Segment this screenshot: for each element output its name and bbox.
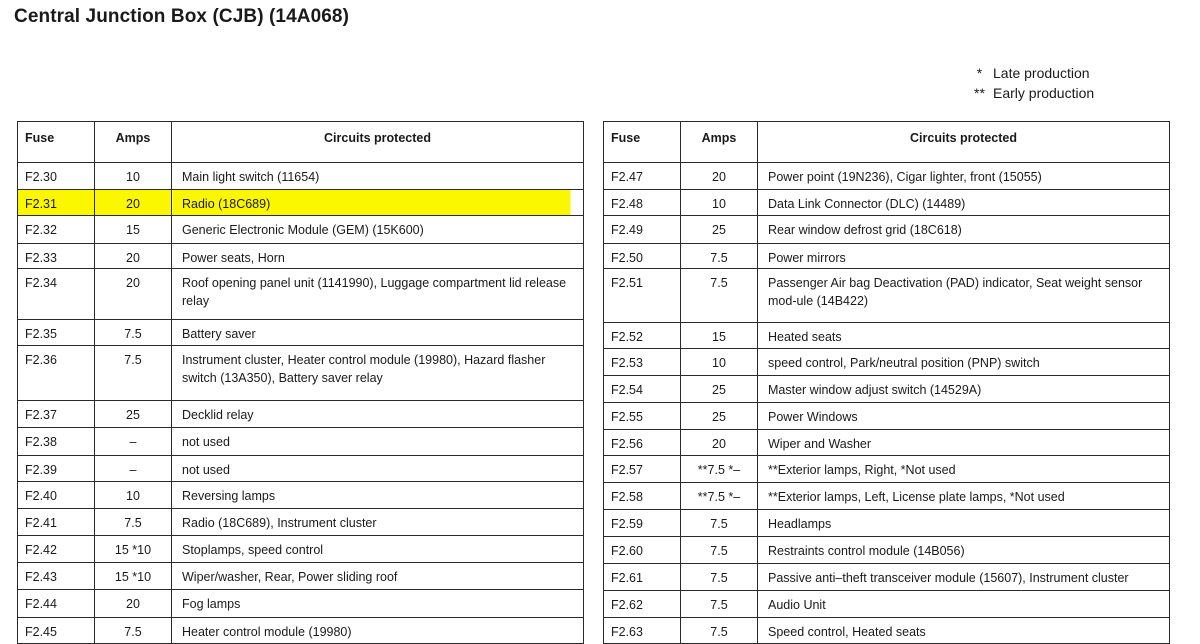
circuit-cell: Wiper and Washer — [758, 430, 1170, 456]
circuit-cell: Passenger Air bag Deactivation (PAD) indicator, Seat weight sensor mod-ule (14B422) — [758, 269, 1170, 323]
circuit-cell: Decklid relay — [172, 401, 584, 428]
table-row — [604, 537, 1170, 564]
table-row — [604, 510, 1170, 537]
circuit-cell: Battery saver — [172, 320, 584, 346]
fuse-cell: F2.54 — [604, 376, 681, 403]
amps-cell: 25 — [681, 403, 758, 430]
legend-mark: * — [976, 65, 983, 81]
fuse-cell: F2.47 — [604, 163, 681, 190]
table-row — [604, 591, 1170, 618]
table-row — [18, 456, 584, 482]
amps-cell: 7.5 — [95, 346, 172, 401]
circuit-cell: not used — [172, 428, 584, 456]
circuit-cell: not used — [172, 456, 584, 482]
header-circuits: Circuits protected — [172, 122, 584, 163]
header-amps: Amps — [95, 122, 172, 163]
table-row — [604, 564, 1170, 591]
amps-cell: 7.5 — [681, 510, 758, 537]
table-row — [18, 163, 584, 190]
circuit-cell: Passive anti–theft transceiver module (15607), Instrument cluster — [758, 564, 1170, 591]
circuit-cell: Power mirrors — [758, 244, 1170, 269]
fuse-cell: F2.48 — [604, 190, 681, 216]
circuit-cell: Generic Electronic Module (GEM) (15K600) — [172, 216, 584, 244]
table-row — [604, 349, 1170, 376]
amps-cell: 7.5 — [681, 591, 758, 618]
amps-cell: 10 — [95, 482, 172, 509]
amps-cell: **7.5 *– — [681, 456, 758, 483]
amps-cell: 20 — [95, 190, 172, 216]
table-row — [18, 563, 584, 590]
table-row — [18, 320, 584, 346]
legend-text: Late production — [993, 65, 1090, 81]
amps-cell: 15 — [95, 216, 172, 244]
circuit-cell: Radio (18C689) — [172, 190, 584, 216]
header-circuits: Circuits protected — [758, 122, 1170, 163]
amps-cell: 20 — [95, 269, 172, 320]
fuse-cell: F2.44 — [18, 590, 95, 618]
fuse-cell: F2.32 — [18, 216, 95, 244]
circuit-cell: Main light switch (11654) — [172, 163, 584, 190]
table-row — [18, 269, 584, 320]
table-row — [18, 590, 584, 618]
circuit-cell: Wiper/washer, Rear, Power sliding roof — [172, 563, 584, 590]
fuse-cell: F2.55 — [604, 403, 681, 430]
fuse-cell: F2.38 — [18, 428, 95, 456]
circuit-cell: **Exterior lamps, Left, License plate lamps, *Not used — [758, 483, 1170, 510]
fuse-cell: F2.49 — [604, 216, 681, 244]
production-legend — [966, 63, 1094, 103]
circuit-cell: **Exterior lamps, Right, *Not used — [758, 456, 1170, 483]
circuit-cell: Roof opening panel unit (1141990), Luggage compartment lid release relay — [172, 269, 584, 320]
table-row — [604, 163, 1170, 190]
amps-cell: – — [95, 428, 172, 456]
table-row — [18, 401, 584, 428]
circuit-cell: Fog lamps — [172, 590, 584, 618]
circuit-cell: Master window adjust switch (14529A) — [758, 376, 1170, 403]
table-row — [18, 216, 584, 244]
amps-cell: 10 — [681, 190, 758, 216]
table-row — [18, 244, 584, 269]
table-row — [18, 346, 584, 401]
circuit-cell: Reversing lamps — [172, 482, 584, 509]
circuit-cell: Data Link Connector (DLC) (14489) — [758, 190, 1170, 216]
amps-cell: 10 — [95, 163, 172, 190]
fuse-cell: F2.40 — [18, 482, 95, 509]
table-row — [18, 428, 584, 456]
circuit-cell: Power seats, Horn — [172, 244, 584, 269]
amps-cell: 15 — [681, 323, 758, 349]
fuse-cell: F2.33 — [18, 244, 95, 269]
legend-text: Early production — [993, 85, 1095, 101]
amps-cell: 25 — [681, 216, 758, 244]
circuit-cell: Heated seats — [758, 323, 1170, 349]
table-header-row — [18, 122, 584, 163]
fuse-cell: F2.43 — [18, 563, 95, 590]
fuse-cell: F2.51 — [604, 269, 681, 323]
amps-cell: 20 — [681, 163, 758, 190]
fuse-cell: F2.58 — [604, 483, 681, 510]
circuit-cell: Power point (19N236), Cigar lighter, front (15055) — [758, 163, 1170, 190]
fuse-cell: F2.41 — [18, 509, 95, 536]
header-amps: Amps — [681, 122, 758, 163]
fuse-cell: F2.45 — [18, 618, 95, 644]
fuse-cell: F2.57 — [604, 456, 681, 483]
amps-cell: 15 *10 — [95, 563, 172, 590]
fuse-cell: F2.30 — [18, 163, 95, 190]
amps-cell: 7.5 — [681, 618, 758, 644]
table-row — [18, 190, 584, 216]
circuit-cell: Heater control module (19980) — [172, 618, 584, 644]
amps-cell: 25 — [681, 376, 758, 403]
header-fuse: Fuse — [604, 122, 681, 163]
legend-mark: ** — [974, 85, 985, 101]
circuit-cell: Power Windows — [758, 403, 1170, 430]
amps-cell: 7.5 — [681, 244, 758, 269]
amps-cell: 7.5 — [681, 564, 758, 591]
amps-cell: 20 — [95, 244, 172, 269]
table-row — [604, 376, 1170, 403]
amps-cell: 7.5 — [95, 509, 172, 536]
table-row — [604, 190, 1170, 216]
fuse-table-left — [17, 121, 584, 644]
table-row — [604, 483, 1170, 510]
fuse-cell: F2.37 — [18, 401, 95, 428]
table-row — [604, 269, 1170, 323]
legend-item-late — [966, 63, 1094, 83]
table-header-row — [604, 122, 1170, 163]
amps-cell: 20 — [681, 430, 758, 456]
fuse-cell: F2.34 — [18, 269, 95, 320]
table-row — [604, 244, 1170, 269]
amps-cell: 15 *10 — [95, 536, 172, 563]
table-row — [604, 403, 1170, 430]
fuse-cell: F2.36 — [18, 346, 95, 401]
fuse-table-right — [603, 121, 1170, 644]
table-row — [604, 456, 1170, 483]
fuse-cell: F2.62 — [604, 591, 681, 618]
fuse-cell: F2.53 — [604, 349, 681, 376]
fuse-cell: F2.50 — [604, 244, 681, 269]
legend-item-early — [966, 83, 1094, 103]
table-row — [604, 323, 1170, 349]
circuit-cell: Speed control, Heated seats — [758, 618, 1170, 644]
table-row — [18, 536, 584, 563]
amps-cell: 7.5 — [95, 618, 172, 644]
table-row — [604, 618, 1170, 644]
amps-cell: 25 — [95, 401, 172, 428]
fuse-cell: F2.61 — [604, 564, 681, 591]
amps-cell: – — [95, 456, 172, 482]
circuit-cell: speed control, Park/neutral position (PNP) switch — [758, 349, 1170, 376]
header-fuse: Fuse — [18, 122, 95, 163]
amps-cell: 7.5 — [95, 320, 172, 346]
fuse-cell: F2.39 — [18, 456, 95, 482]
table-row — [604, 216, 1170, 244]
fuse-cell: F2.60 — [604, 537, 681, 564]
fuse-cell: F2.56 — [604, 430, 681, 456]
table-row — [18, 618, 584, 644]
circuit-cell: Radio (18C689), Instrument cluster — [172, 509, 584, 536]
table-row — [604, 430, 1170, 456]
amps-cell: 7.5 — [681, 269, 758, 323]
amps-cell: 7.5 — [681, 537, 758, 564]
circuit-cell: Instrument cluster, Heater control module (19980), Hazard flasher switch (13A350), Battery saver relay — [172, 346, 584, 401]
fuse-cell: F2.42 — [18, 536, 95, 563]
circuit-cell: Stoplamps, speed control — [172, 536, 584, 563]
page-title: Central Junction Box (CJB) (14A068) — [14, 6, 350, 27]
fuse-cell: F2.35 — [18, 320, 95, 346]
circuit-cell: Rear window defrost grid (18C618) — [758, 216, 1170, 244]
amps-cell: 10 — [681, 349, 758, 376]
table-row — [18, 482, 584, 509]
fuse-cell: F2.31 — [18, 190, 95, 216]
fuse-cell: F2.52 — [604, 323, 681, 349]
circuit-cell: Headlamps — [758, 510, 1170, 537]
amps-cell: 20 — [95, 590, 172, 618]
table-row — [18, 509, 584, 536]
fuse-cell: F2.63 — [604, 618, 681, 644]
fuse-cell: F2.59 — [604, 510, 681, 537]
amps-cell: **7.5 *– — [681, 483, 758, 510]
circuit-cell: Audio Unit — [758, 591, 1170, 618]
circuit-cell: Restraints control module (14B056) — [758, 537, 1170, 564]
